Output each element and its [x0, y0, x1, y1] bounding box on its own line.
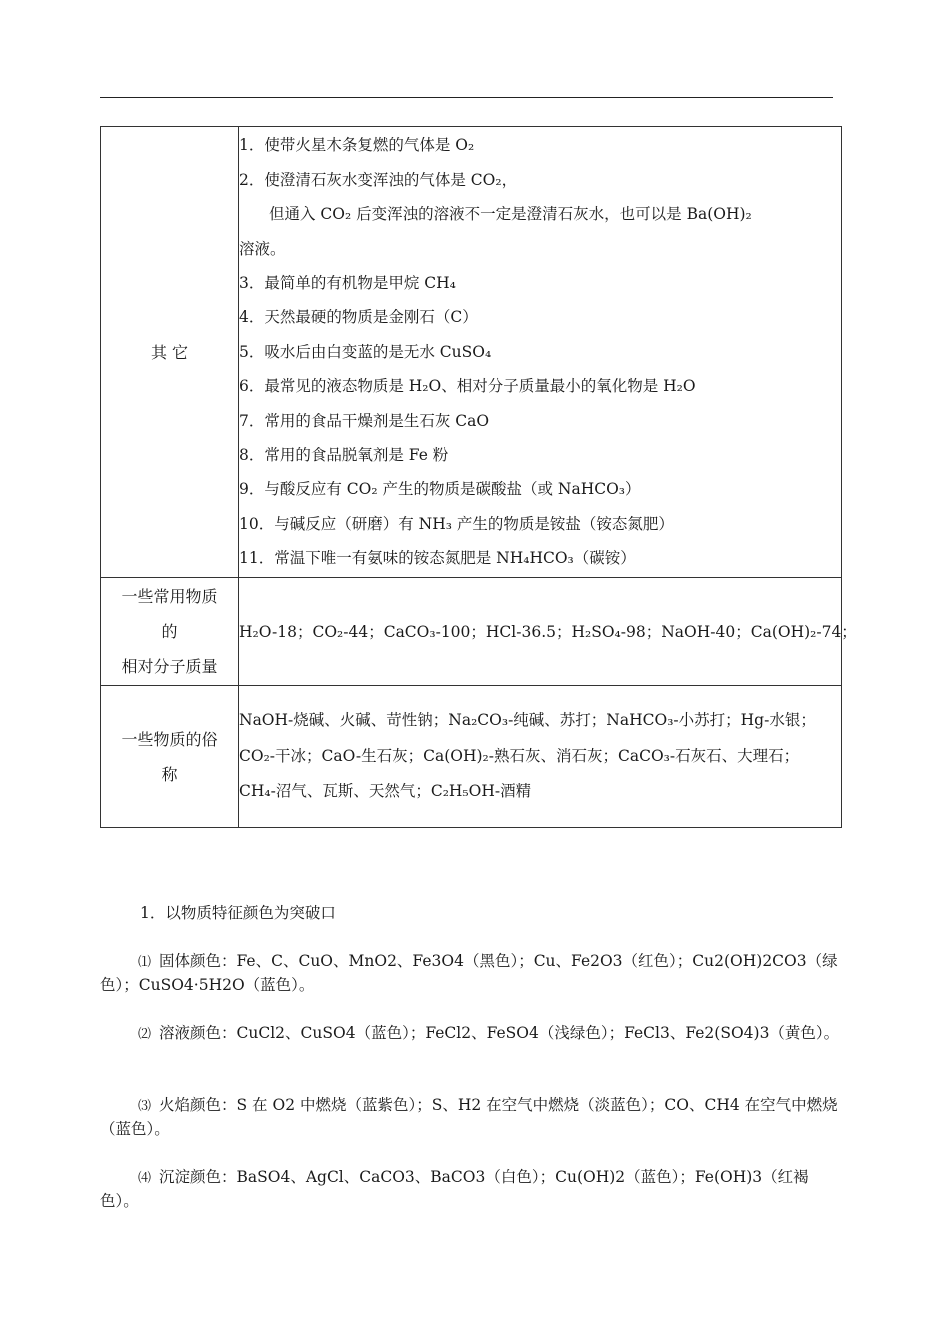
fact-line: 但通入 CO₂ 后变浑浊的溶液不一定是澄清石灰水，也可以是 Ba(OH)₂: [269, 205, 752, 224]
item-text: 固体颜色：Fe、C、CuO、MnO2、Fe3O4（黑色）；Cu、Fe2O3（红色）；Cu2(OH)2CO3（绿色）；CuSO4·5H2O（蓝色）。: [100, 952, 838, 994]
item-text: 溶液颜色：CuCl2、CuSO4（蓝色）；FeCl2、FeSO4（浅绿色）；FeCl3、Fe2(SO4)3（黄色）。: [159, 1024, 840, 1042]
common-names-list: CH₄-沼气、瓦斯、天然气；C₂H₅OH-酒精: [239, 782, 532, 801]
fact-line: 1．使带火星木条复燃的气体是 O₂: [239, 136, 475, 155]
item-text: 火焰颜色：S 在 O2 中燃烧（蓝紫色）；S、H2 在空气中燃烧（淡蓝色）；CO、CH4 在空气中燃烧（蓝色）。: [100, 1096, 838, 1138]
list-item: [100, 1166, 845, 1213]
item-number: ⑵: [138, 1027, 152, 1042]
item-number: ⑷: [138, 1171, 152, 1186]
list-item: [100, 950, 845, 997]
common-names-list: NaOH-烧碱、火碱、苛性钠；Na₂CO₃-纯碱、苏打；NaHCO₃-小苏打；Hg-水银；CO₂-干冰；CaO-生石灰；Ca(OH)₂-熟石灰、消石灰；CaCO₃-石灰石、大理石；: [239, 711, 816, 765]
fact-line: 4．天然最硬的物质是金刚石（C）: [239, 308, 478, 327]
category-common-names: [101, 686, 239, 828]
list-item: [100, 1022, 845, 1046]
category-label: 一些物质的俗: [121, 729, 218, 749]
list-item: [100, 1094, 845, 1141]
category-label: 相对分子质量: [121, 657, 218, 676]
fact-line: 10．与碱反应（研磨）有 NH₃ 产生的物质是铵盐（铵态氮肥）: [239, 514, 674, 533]
category-others: [101, 127, 239, 578]
common-names-content: [239, 686, 842, 828]
fact-line: 6．最常见的液态物质是 H₂O、相对分子质量最小的氧化物是 H₂O: [239, 377, 696, 396]
molar-mass-content: [239, 578, 857, 686]
facts-table: [100, 126, 857, 828]
fact-line: 9．与酸反应有 CO₂ 产生的物质是碳酸盐（或 NaHCO₃）: [239, 480, 641, 499]
fact-line: 5．吸水后由白变蓝的是无水 CuSO₄: [239, 342, 492, 361]
fact-line: 11．常温下唯一有氨味的铵态氮肥是 NH₄HCO₃（碳铵）: [239, 549, 636, 568]
fact-line: 溶液。: [239, 239, 286, 258]
category-label: 称: [161, 764, 178, 784]
table-row: [101, 578, 842, 686]
section-title: 1．以物质特征颜色为突破口: [140, 904, 336, 922]
fact-line: 2．使澄清石灰水变浑浊的气体是 CO₂，: [239, 170, 518, 189]
category-label: 一些常用物质: [121, 587, 218, 606]
fact-line: 8．常用的食品脱氧剂是 Fe 粉: [239, 446, 449, 465]
fact-line: 3．最简单的有机物是甲烷 CH₄: [239, 273, 456, 292]
molar-mass-list: H₂O-18；CO₂-44；CaCO₃-100；HCl-36.5；H₂SO₄-98；NaOH-40；Ca(OH)₂-74；: [239, 622, 857, 641]
fact-line: 7．常用的食品干燥剂是生石灰 CaO: [239, 411, 490, 430]
category-label: 其 它: [150, 342, 189, 362]
table-row: [101, 686, 842, 828]
others-content: [239, 127, 842, 578]
header-rule: [100, 97, 833, 98]
item-number: ⑶: [138, 1099, 152, 1114]
table-row: [101, 127, 842, 578]
category-label: 的: [161, 622, 178, 641]
item-text: 沉淀颜色：BaSO4、AgCl、CaCO3、BaCO3（白色）；Cu(OH)2（蓝色）；Fe(OH)3（红褐色）。: [100, 1168, 809, 1210]
category-molar-mass: [101, 578, 239, 686]
item-number: ⑴: [138, 955, 152, 970]
